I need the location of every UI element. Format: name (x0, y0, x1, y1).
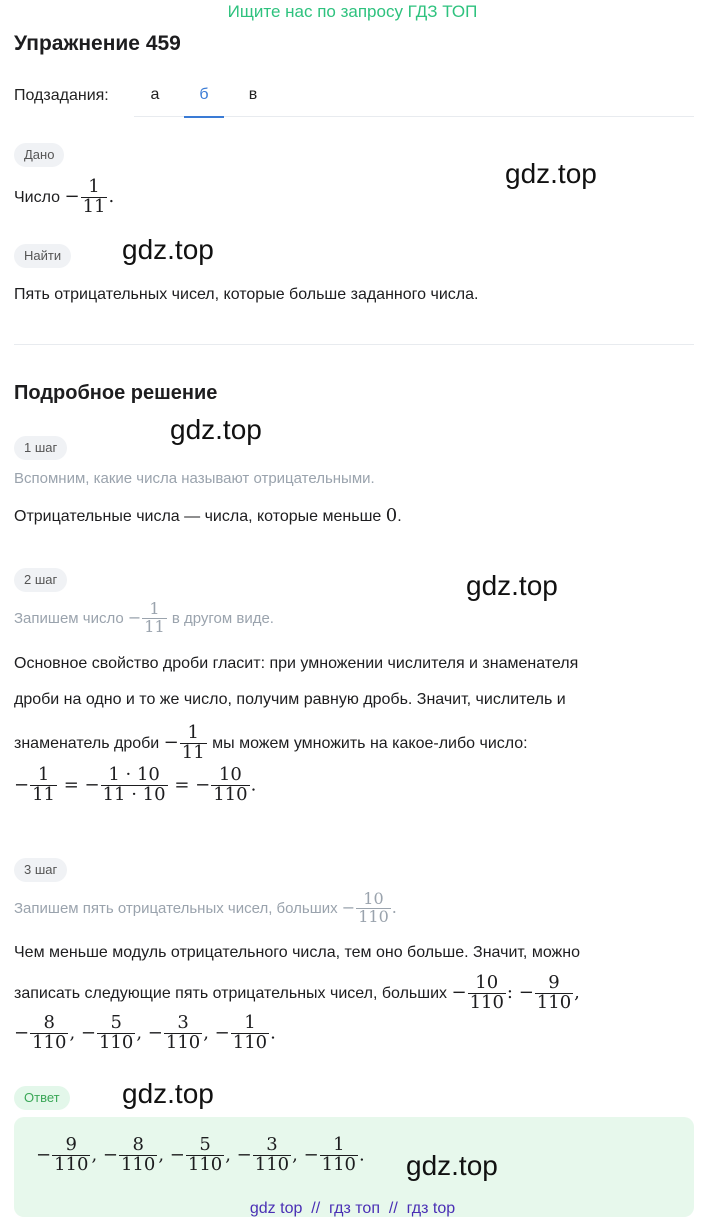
step-2-hint-fraction: − $\frac{1}{11}$ (127, 599, 165, 636)
watermark: gdz.top (466, 570, 558, 601)
page-title: Упражнение 459 (14, 32, 181, 55)
solution-title: Подробное решение (14, 382, 218, 404)
watermark: gdz.top (406, 1150, 498, 1181)
answer-list: − $\frac{9}{110}$ , − $\frac{8}{110}$ , − $\frac{5}{110}$ , − $\frac{3}{110}$ , − $\frac{1}{110}$ . (36, 1134, 365, 1175)
step-2-paragraph: Основное свойство дроби гласит: при умножении числителя и знаменателя дроби на одно и то же число, получим равную дробь. Значит, числитель и знаменатель дроби − $\frac{1}{11}$ мы можем умножить на какое-либо число: (14, 655, 579, 763)
tab-b[interactable]: б (184, 86, 224, 118)
step-3-list: − $\frac{8}{110}$ , − $\frac{5}{110}$ , − $\frac{3}{110}$ , − $\frac{1}{110}$ . (14, 1012, 276, 1053)
step-3-line2: записать следующие пять отрицательных чисел, больших − $\frac{10}{110}$ : − $\frac{9}{110}$ , (14, 971, 580, 1013)
step-1-hint: Вспомним, какие числа называют отрицательными. (14, 470, 375, 487)
watermark: gdz.top (505, 158, 597, 189)
watermark: gdz.top (122, 1078, 214, 1109)
tab-v[interactable]: в (248, 86, 258, 103)
given-row (14, 172, 114, 223)
watermark: gdz.top (170, 414, 262, 445)
step-2-hint: Запишем число − $\frac{1}{11}$ в другом виде. (14, 599, 274, 636)
find-pill: Найти (14, 244, 71, 268)
step-1-text: Отрицательные числа — числа, которые меньше 0. (14, 505, 402, 526)
subtasks-label: Подзадания: (14, 87, 109, 104)
promo-banner: Ищите нас по запросу ГДЗ ТОП (227, 2, 478, 21)
step-2-inline-fraction: − $\frac{1}{11}$ (163, 721, 205, 763)
tab-a[interactable]: а (150, 86, 160, 103)
step-3-pill: 3 шаг (14, 858, 67, 882)
step-3-line1: Чем меньше модуль отрицательного числа, тем оно больше. Значит, можно (14, 944, 580, 961)
watermark: gdz.top (122, 234, 214, 265)
answer-pill: Ответ (14, 1086, 70, 1110)
step-1-pill: 1 шаг (14, 436, 67, 460)
step-3-hint-fraction: − $\frac{10}{110}$ . (341, 889, 397, 926)
given-fraction: − $\frac{1}{11}$ . (64, 175, 115, 217)
section-divider (14, 344, 694, 345)
find-text: Пять отрицательных чисел, которые больше заданного числа. (14, 286, 479, 303)
footer-links[interactable]: gdz top // гдз топ // гдз top (249, 1200, 456, 1217)
given-text: Число (14, 189, 61, 206)
step-3-hint: Запишем пять отрицательных чисел, больших − $\frac{10}{110}$ . (14, 889, 397, 926)
given-pill: Дано (14, 143, 64, 167)
step-2-equation: − $\frac{1}{11}$ = − $\frac{1 \cdot 10}{11 \cdot 10}$ = − $\frac{10}{110}$ . (14, 764, 257, 805)
step-2-pill: 2 шаг (14, 568, 67, 592)
